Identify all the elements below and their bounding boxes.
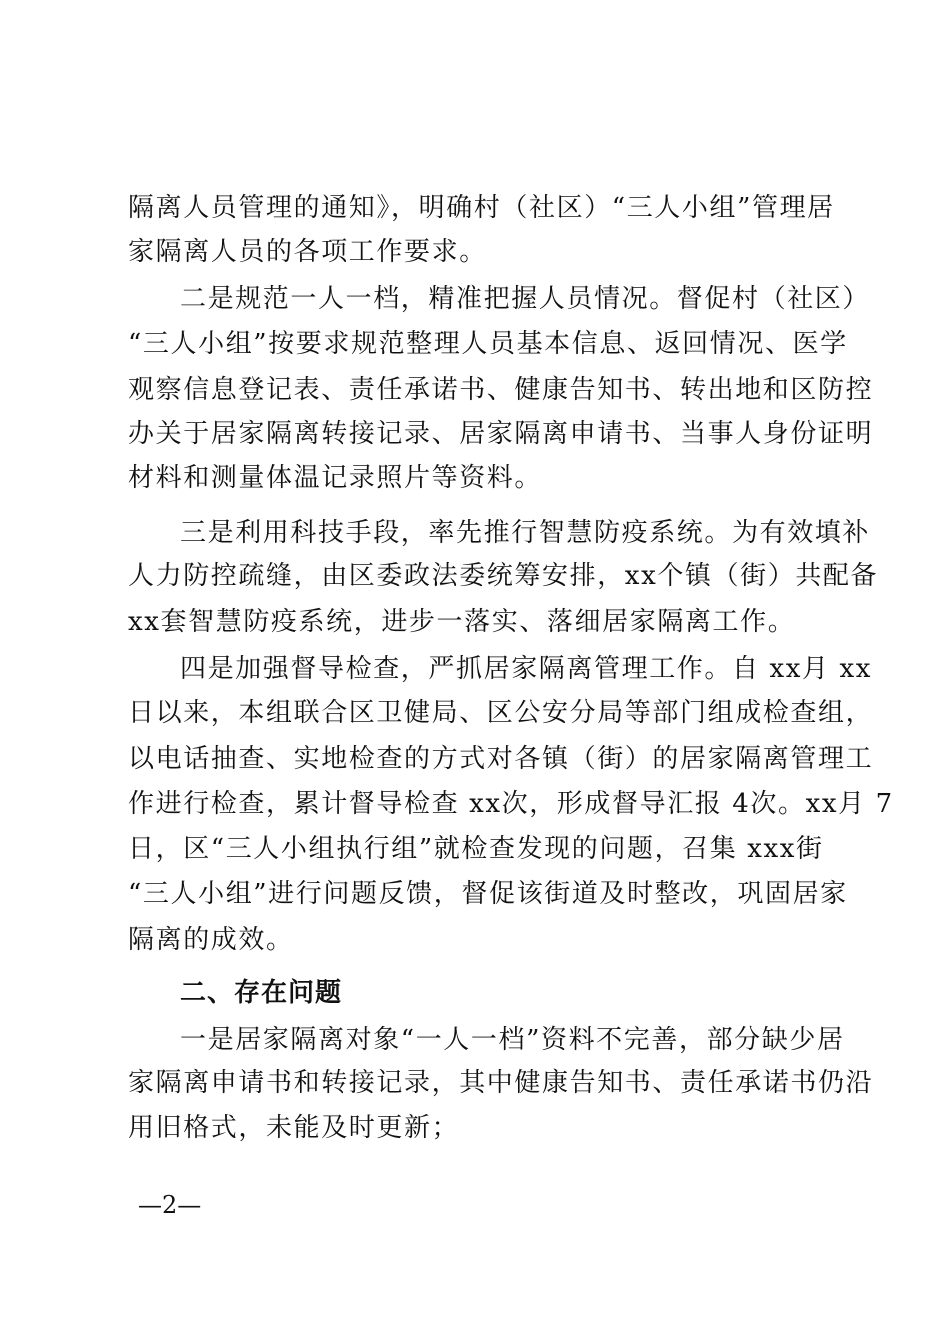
paragraph-line: 四是加强督导检查，严抓居家隔离管理工作。自 xx月 xx: [180, 654, 872, 684]
paragraph-line: 观察信息登记表、责任承诺书、健康告知书、转出地和区防控: [128, 375, 874, 405]
paragraph-line: 材料和测量体温记录照片等资料。: [128, 463, 543, 493]
paragraph-line: 以电话抽查、实地检查的方式对各镇（街）的居家隔离管理工: [128, 744, 874, 774]
paragraph-line: xx套智慧防疫系统，进步一落实、落细居家隔离工作。: [128, 607, 796, 637]
page-number: —2—: [138, 1191, 202, 1219]
paragraph-line: 用旧格式，未能及时更新；: [128, 1113, 460, 1143]
paragraph-line: 办关于居家隔离转接记录、居家隔离申请书、当事人身份证明: [128, 419, 874, 449]
paragraph-line: 隔离人员管理的通知》，明确村（社区）“三人小组”管理居: [128, 193, 835, 223]
paragraph-line: 日以来，本组联合区卫健局、区公安分局等部门组成检查组，: [128, 698, 874, 728]
paragraph-line: 人力防控疏缝，由区委政法委统筹安排，xx个镇（街）共配备: [128, 561, 879, 591]
paragraph-line: 三是利用科技手段，率先推行智慧防疫系统。为有效填补: [180, 518, 871, 548]
paragraph-line: 一是居家隔离对象“一人一档”资料不完善，部分缺少居: [180, 1025, 845, 1055]
paragraph-line: 隔离的成效。: [128, 925, 294, 955]
paragraph-line: 家隔离人员的各项工作要求。: [128, 237, 487, 267]
paragraph-line: “三人小组”按要求规范整理人员基本信息、返回情况、医学: [128, 329, 848, 359]
paragraph-line: 家隔离申请书和转接记录，其中健康告知书、责任承诺书仍沿: [128, 1068, 874, 1098]
section-heading: 二、存在问题: [180, 978, 343, 1008]
paragraph-line: 日，区“三人小组执行组”就检查发现的问题，召集 xxx街: [128, 834, 824, 864]
paragraph-line: 作进行检查，累计督导检查 xx次，形成督导汇报 4次。xx月 7: [128, 789, 894, 819]
paragraph-line: 二是规范一人一档，精准把握人员情况。督促村（社区）: [180, 284, 871, 314]
paragraph-line: “三人小组”进行问题反馈，督促该街道及时整改，巩固居家: [128, 879, 848, 909]
